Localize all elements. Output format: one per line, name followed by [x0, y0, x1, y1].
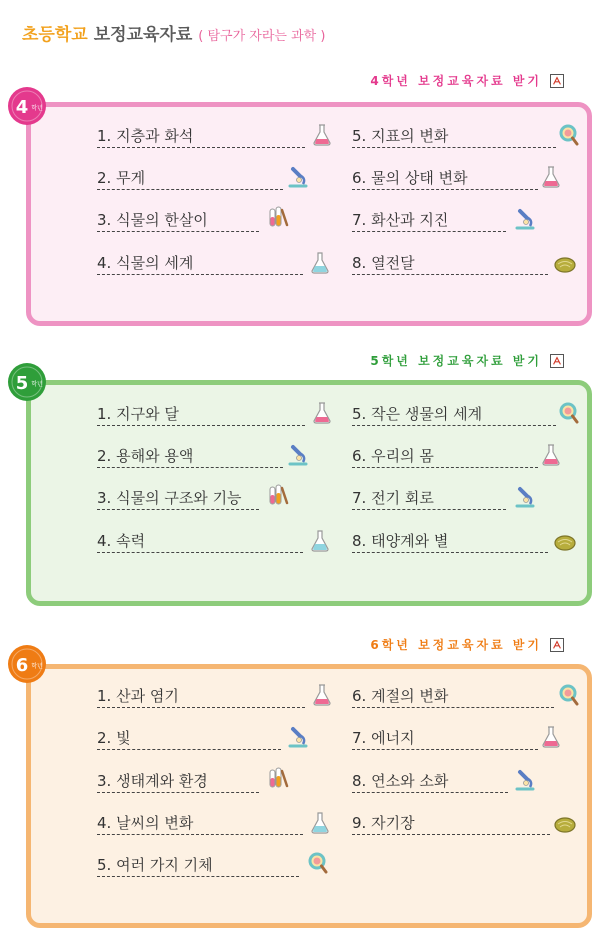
item-title: 작은 생물의 세계 — [371, 405, 483, 423]
grade-4-item-3[interactable] — [97, 209, 291, 239]
grade-5-item-4[interactable] — [97, 530, 333, 560]
item-label — [352, 530, 448, 551]
item-underline — [97, 876, 299, 877]
microscope-icon — [514, 768, 536, 792]
rock-icon — [554, 529, 576, 553]
item-number: 5. — [352, 405, 372, 423]
magnifier-icon — [307, 851, 329, 875]
item-title: 빛 — [116, 729, 131, 747]
item-number: 1. — [97, 405, 117, 423]
item-underline — [97, 707, 305, 708]
grade-4-item-list — [31, 107, 587, 321]
header-school: 초등학교 — [22, 25, 88, 45]
grade-4-badge — [5, 84, 49, 128]
grade-6-item-2[interactable] — [97, 727, 311, 757]
item-title: 열전달 — [371, 254, 415, 272]
test-tubes-icon — [267, 205, 289, 229]
grade-5-item-2[interactable] — [97, 445, 311, 475]
item-number: 5. — [97, 856, 117, 874]
item-title: 전기 회로 — [371, 489, 434, 507]
item-title: 날씨의 변화 — [116, 814, 194, 832]
microscope-icon — [287, 725, 309, 749]
grade-4-item-5[interactable] — [352, 125, 582, 155]
item-title: 속력 — [116, 532, 146, 550]
item-underline — [352, 231, 506, 232]
item-number: 6. — [352, 447, 372, 465]
flask-icon — [540, 165, 562, 189]
badge-suffix: 학년 — [31, 105, 43, 112]
item-number: 3. — [97, 772, 117, 790]
grade-5-item-list — [31, 385, 587, 601]
item-underline — [97, 749, 281, 750]
grade-5-item-3[interactable] — [97, 487, 291, 517]
item-title: 산과 염기 — [116, 687, 179, 705]
grade-6-panel — [26, 664, 592, 928]
grade-5-item-1[interactable] — [97, 403, 335, 433]
item-underline — [352, 509, 506, 510]
microscope-icon — [514, 485, 536, 509]
rock-icon — [554, 251, 576, 275]
item-label — [97, 770, 208, 791]
item-title: 우리의 몸 — [371, 447, 434, 465]
item-underline — [352, 147, 556, 148]
grade-4-item-7[interactable] — [352, 209, 538, 239]
grade-4-item-2[interactable] — [97, 167, 311, 197]
item-title: 용해와 용액 — [116, 447, 194, 465]
item-underline — [352, 749, 538, 750]
item-title: 식물의 세계 — [116, 254, 194, 272]
item-label — [352, 727, 415, 748]
badge-suffix: 학년 — [31, 381, 43, 388]
item-title: 식물의 구조와 기능 — [116, 489, 242, 507]
item-title: 태양계와 별 — [371, 532, 449, 550]
item-label — [97, 530, 145, 551]
grade-6-item-5[interactable] — [97, 854, 331, 884]
magnifier-icon — [558, 683, 580, 707]
test-tubes-icon — [267, 483, 289, 507]
item-number: 4. — [97, 532, 117, 550]
flask-icon — [311, 123, 333, 147]
item-label — [97, 685, 179, 706]
grade-6-item-6[interactable] — [352, 685, 582, 715]
item-number: 8. — [352, 254, 372, 272]
item-number: 4. — [97, 254, 117, 272]
grade-6-item-9[interactable] — [352, 812, 578, 842]
item-label — [97, 252, 193, 273]
header-title: 보정교육자료 — [93, 25, 193, 45]
item-underline — [352, 425, 556, 426]
grade-6-download-link[interactable] — [370, 636, 564, 653]
item-label — [97, 445, 193, 466]
item-title: 지층과 화석 — [116, 127, 194, 145]
grade-5-item-8[interactable] — [352, 530, 578, 560]
item-label — [352, 685, 448, 706]
grade-6-item-8[interactable] — [352, 770, 538, 800]
item-number: 3. — [97, 489, 117, 507]
item-label — [352, 445, 434, 466]
item-label — [352, 209, 448, 230]
grade-4-item-8[interactable] — [352, 252, 578, 282]
flask-icon — [540, 443, 562, 467]
item-label — [352, 403, 482, 424]
item-underline — [97, 467, 283, 468]
item-number: 2. — [97, 729, 117, 747]
item-underline — [352, 467, 538, 468]
grade-4-download-link[interactable] — [370, 72, 564, 89]
item-underline — [97, 552, 303, 553]
item-label — [97, 167, 145, 188]
header-subtitle: ( 탐구가 자라는 과학 ) — [198, 29, 326, 44]
item-title: 지구와 달 — [116, 405, 179, 423]
item-number: 3. — [97, 211, 117, 229]
item-label — [352, 167, 468, 188]
beaker-icon — [309, 251, 331, 275]
item-number: 7. — [352, 729, 372, 747]
item-underline — [97, 189, 283, 190]
item-label — [97, 209, 208, 230]
grade-6-item-list — [31, 669, 587, 923]
item-number: 8. — [352, 532, 372, 550]
badge-number: 5 — [15, 373, 29, 394]
grade-6-item-7[interactable] — [352, 727, 564, 757]
flask-icon — [311, 683, 333, 707]
item-underline — [97, 425, 305, 426]
grade-4-item-6[interactable] — [352, 167, 564, 197]
item-underline — [352, 792, 508, 793]
item-number: 7. — [352, 489, 372, 507]
item-title: 생태계와 환경 — [116, 772, 208, 790]
grade-6-item-4[interactable] — [97, 812, 333, 842]
badge-number: 6 — [15, 655, 29, 676]
test-tubes-icon — [267, 766, 289, 790]
item-label — [97, 727, 131, 748]
grade-5-item-6[interactable] — [352, 445, 564, 475]
page-header — [22, 20, 325, 44]
item-title: 계절의 변화 — [371, 687, 449, 705]
badge-number: 4 — [15, 97, 29, 118]
item-number: 2. — [97, 169, 117, 187]
item-underline — [97, 274, 303, 275]
microscope-icon — [514, 207, 536, 231]
item-number: 6. — [352, 169, 372, 187]
item-underline — [97, 834, 303, 835]
download-label: 6학년 보정교육자료 받기 — [370, 638, 542, 652]
grade-4-section — [0, 72, 600, 332]
item-underline — [97, 792, 259, 793]
item-title: 에너지 — [371, 729, 415, 747]
pdf-icon — [550, 354, 564, 368]
item-label — [352, 487, 434, 508]
item-underline — [352, 552, 548, 553]
badge-suffix: 학년 — [31, 663, 43, 670]
item-label — [352, 125, 448, 146]
download-label: 5학년 보정교육자료 받기 — [370, 354, 542, 368]
grade-5-download-link[interactable] — [370, 352, 564, 369]
item-underline — [352, 274, 548, 275]
pdf-icon — [550, 74, 564, 88]
item-title: 자기장 — [371, 814, 415, 832]
flask-icon — [311, 401, 333, 425]
pdf-icon — [550, 638, 564, 652]
grade-5-section — [0, 352, 600, 610]
magnifier-icon — [558, 123, 580, 147]
item-underline — [97, 231, 259, 232]
item-label — [352, 252, 415, 273]
item-label — [97, 812, 193, 833]
item-number: 9. — [352, 814, 372, 832]
item-underline — [352, 707, 554, 708]
item-number: 2. — [97, 447, 117, 465]
item-number: 7. — [352, 211, 372, 229]
item-underline — [352, 189, 538, 190]
item-number: 1. — [97, 687, 117, 705]
item-title: 무게 — [116, 169, 146, 187]
beaker-icon — [309, 529, 331, 553]
magnifier-icon — [558, 401, 580, 425]
grade-6-badge — [5, 642, 49, 686]
item-number: 5. — [352, 127, 372, 145]
item-number: 1. — [97, 127, 117, 145]
download-label: 4학년 보정교육자료 받기 — [370, 74, 542, 88]
item-number: 4. — [97, 814, 117, 832]
item-title: 지표의 변화 — [371, 127, 449, 145]
item-title: 여러 가지 기체 — [116, 856, 213, 874]
grade-6-section — [0, 636, 600, 934]
grade-5-item-5[interactable] — [352, 403, 582, 433]
item-title: 연소와 소화 — [371, 772, 449, 790]
grade-6-item-1[interactable] — [97, 685, 335, 715]
item-title: 화산과 지진 — [371, 211, 449, 229]
item-label — [97, 403, 179, 424]
item-title: 식물의 한살이 — [116, 211, 208, 229]
flask-icon — [540, 725, 562, 749]
item-label — [97, 125, 193, 146]
item-label — [97, 854, 213, 875]
item-title: 물의 상태 변화 — [371, 169, 468, 187]
grade-5-panel — [26, 380, 592, 606]
beaker-icon — [309, 811, 331, 835]
item-label — [97, 487, 242, 508]
item-underline — [97, 509, 259, 510]
grade-4-panel — [26, 102, 592, 326]
grade-5-badge — [5, 360, 49, 404]
item-label — [352, 812, 415, 833]
microscope-icon — [287, 165, 309, 189]
item-number: 8. — [352, 772, 372, 790]
item-label — [352, 770, 448, 791]
microscope-icon — [287, 443, 309, 467]
grade-4-item-4[interactable] — [97, 252, 333, 282]
rock-icon — [554, 811, 576, 835]
item-underline — [352, 834, 550, 835]
item-number: 6. — [352, 687, 372, 705]
grade-4-item-1[interactable] — [97, 125, 335, 155]
grade-6-item-3[interactable] — [97, 770, 291, 800]
item-underline — [97, 147, 305, 148]
grade-5-item-7[interactable] — [352, 487, 538, 517]
